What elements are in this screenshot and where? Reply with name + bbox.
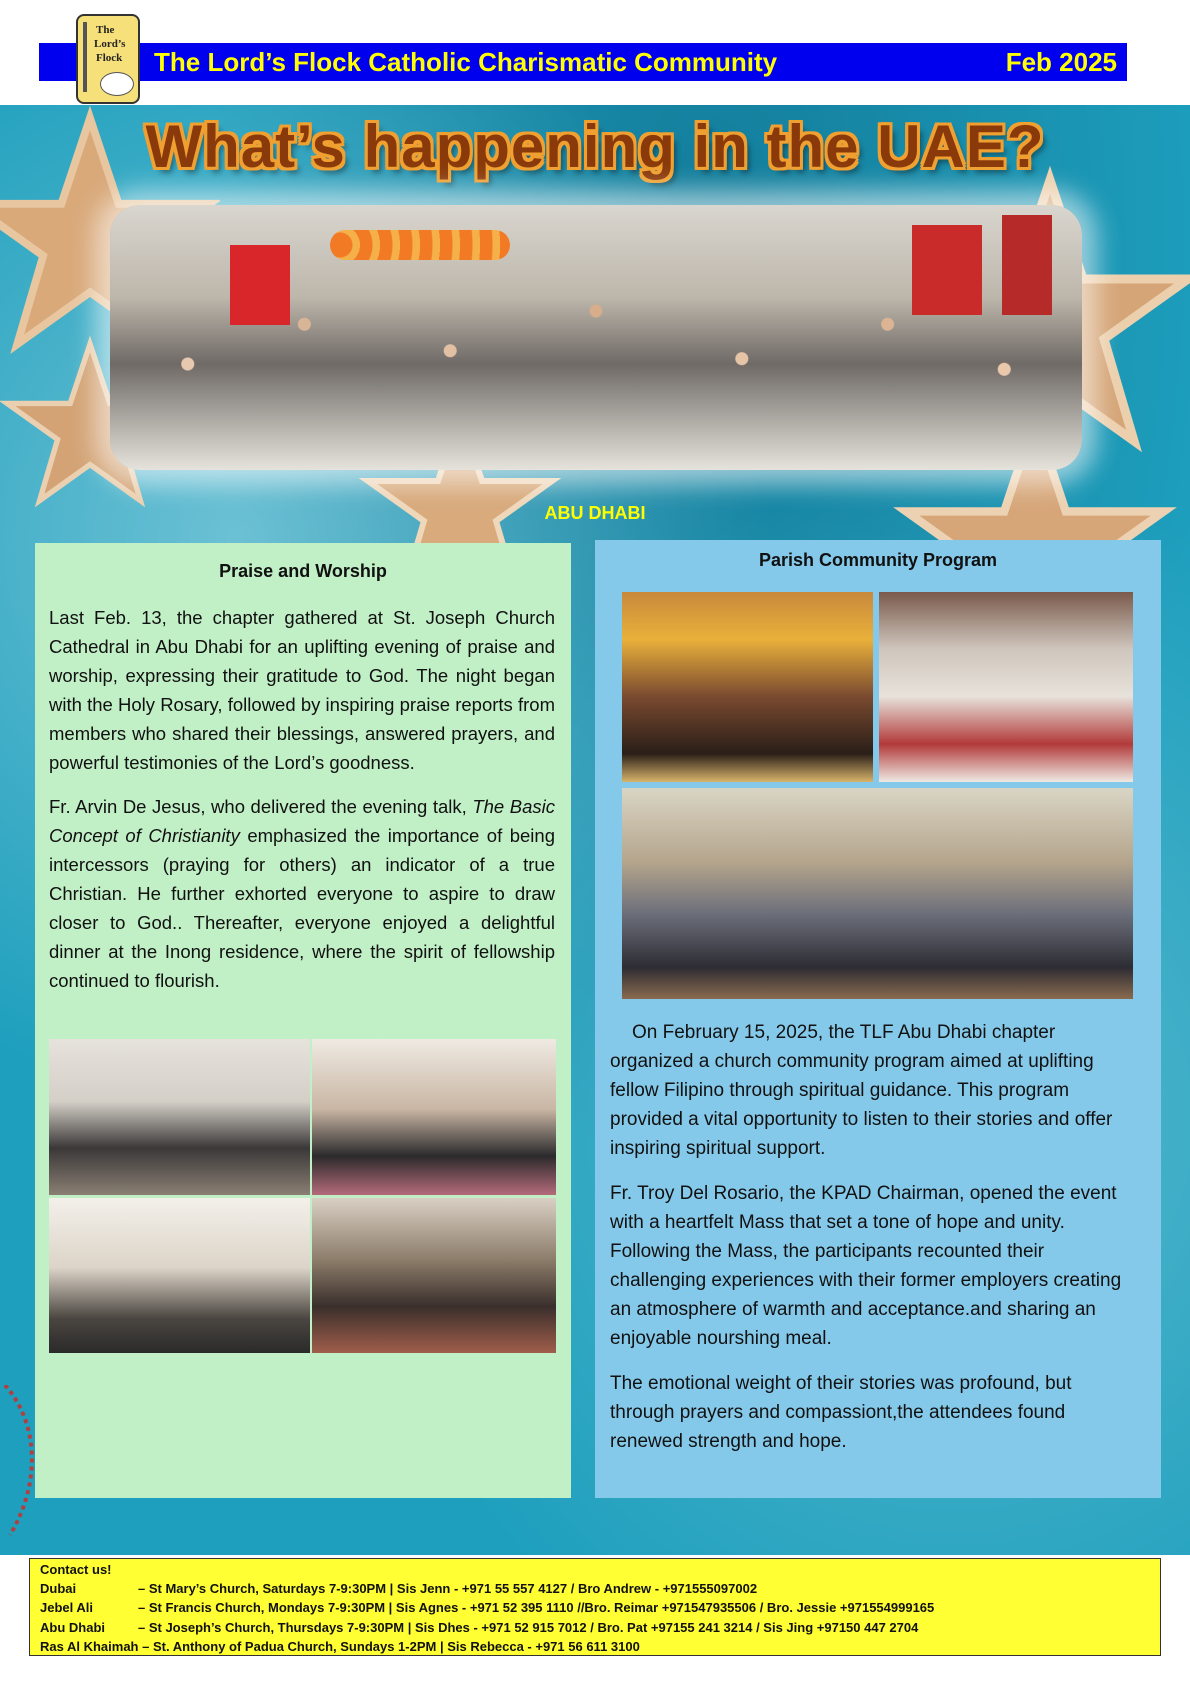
contact-details: – St Francis Church, Mondays 7-9:30PM | Sis Agnes - +971 52 395 1110 //Bro. Reimar +971547935506 / Bro. Jessie +971554999165 [138,1600,935,1616]
contact-city: Jebel Ali [40,1600,93,1616]
region-label: ABU DHABI [544,503,646,523]
contact-row [40,1579,1150,1598]
article-body [610,1018,1140,1456]
talk-title: The Basic Concept of Christianity [49,796,555,846]
contact-box [29,1558,1161,1656]
praise-worship-panel [35,543,571,1498]
contact-row [40,1637,1150,1656]
contact-row [40,1618,1150,1637]
paragraph-text: emphasized the importance of being intercessors (praying for others) an indicator of a true Christian. He further exhorted everyone to aspire to draw closer to God.. Thereafter, everyone enjoyed a delightful dinner at the Inong residence, where the spirit of fellowship continued to flourish. [49,825,555,991]
article-paragraph: The emotional weight of their stories was profound, but through prayers and compassiont,the attendees found renewed strength and hope. [610,1373,1072,1452]
page-title: What’s happening in the UAE? [145,113,1045,180]
event-photo [312,1198,556,1353]
paragraph-text: Fr. Arvin De Jesus, who delivered the evening talk, [49,796,473,817]
event-photo [622,592,873,782]
contact-details: – St Mary’s Church, Saturdays 7-9:30PM | Sis Jenn - +971 55 557 4127 / Bro Andrew - +971555097002 [138,1581,758,1597]
event-photo [622,788,1133,999]
lords-flock-logo [76,14,140,104]
event-photo [879,592,1133,782]
event-photo [49,1198,310,1353]
balloons-decoration [330,230,510,260]
logo-text-line: The [96,24,115,36]
banner-decoration [912,225,982,315]
logo-text-line: Flock [96,52,123,64]
shepherd-staff-icon [83,22,87,92]
parish-program-panel [595,540,1161,1498]
article-paragraph: On February 15, 2025, the TLF Abu Dhabi chapter organized a church community program aimed at uplifting fellow Filipino through spiritual guidance. This program provided a vital opportunity to listen to their stories and offer inspiring spiritual support. [610,1022,1113,1159]
contact-heading: Contact us! [40,1562,112,1577]
article-paragraph: Last Feb. 13, the chapter gathered at St. Joseph Church Cathedral in Abu Dhabi for an uplifting evening of praise and worship, expressing their gratitude to God. The night began with the Holy Rosary, followed by inspiring praise reports from members who shared their blessings, answered prayers, and powerful testimonies of the Lord’s goodness. [49,607,555,773]
header-bar [39,43,1127,81]
contact-city: Dubai [40,1581,77,1597]
banner-decoration [1002,215,1052,315]
article-paragraph: Fr. Troy Del Rosario, the KPAD Chairman, opened the event with a heartfelt Mass that set a tone of hope and unity. Following the Mass, the participants recounted their challenging experiences with their former employers creating an atmosphere of warmth and acceptance.and sharing an enjoyable nourshing meal. [610,1183,1122,1349]
logo-text-line: Lord’s [94,38,126,50]
contact-row [40,1598,1150,1617]
contact-city: Abu Dhabi [40,1619,105,1635]
contact-details: – St. Anthony of Padua Church, Sundays 1-2PM | Sis Rebecca - +971 56 611 3100 [142,1638,640,1654]
article-paragraph [49,792,555,995]
issue-date: Feb 2025 [1005,47,1117,77]
contact-city: Ras Al Khaimah [40,1638,139,1654]
article-body [49,603,555,995]
contact-details: – St Joseph’s Church, Thursdays 7-9:30PM | Sis Dhes - +971 52 915 7012 / Bro. Pat +97155 241 3214 / Sis Jing +97150 447 2704 [138,1619,919,1635]
group-photo [110,205,1082,470]
community-title: The Lord’s Flock Catholic Charismatic Community [154,47,778,77]
section-heading: Parish Community Program [758,550,998,570]
banner-decoration [230,245,290,325]
event-photo [49,1039,310,1195]
event-photo [312,1039,556,1195]
sheep-icon [100,72,134,96]
section-heading: Praise and Worship [219,561,387,581]
